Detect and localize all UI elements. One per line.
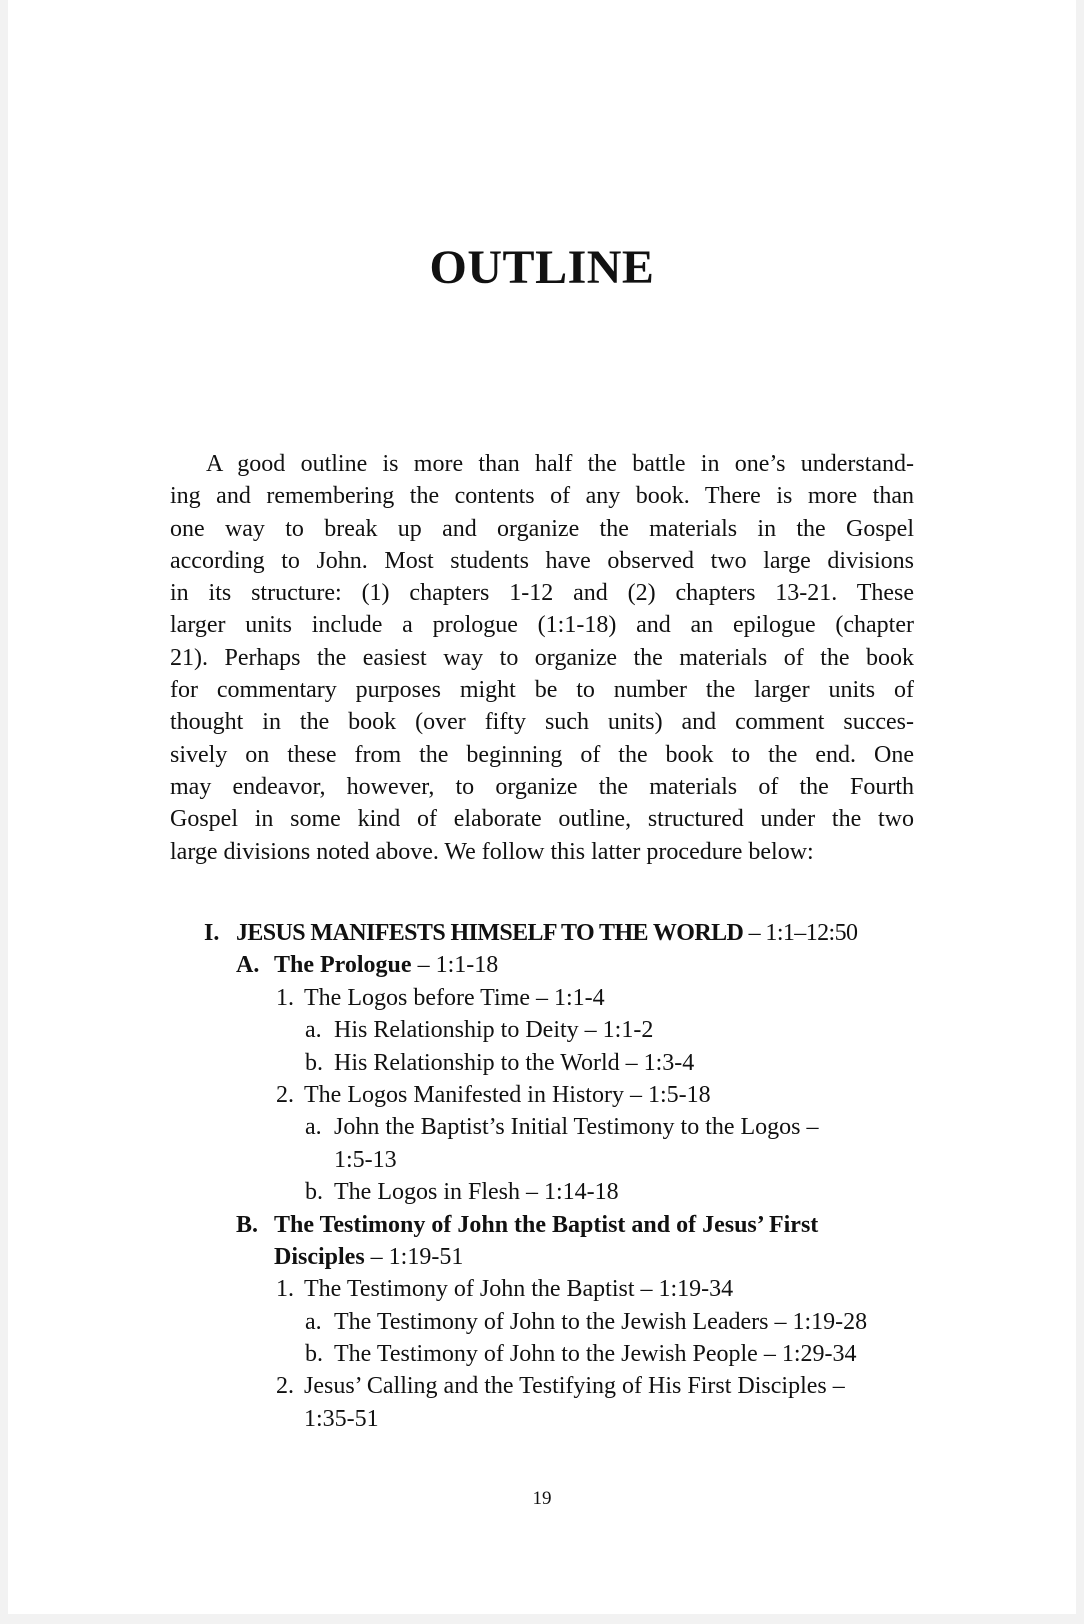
outline-item-text: The Testimony of John to the Jewish People – 1:29-34 (334, 1341, 857, 1368)
outline-item-text: John the Baptist’s Initial Testimony to the Logos – (334, 1114, 819, 1141)
outline-section-heading (0, 917, 1084, 949)
outline-marker: I. (204, 920, 220, 946)
outline-item-text: The Logos before Time – 1:1-4 (304, 984, 605, 1011)
intro-line: according to John. Most students have observed two large divisions (170, 547, 914, 574)
outline-marker: 2. (276, 1373, 294, 1400)
outline-item-reference: – 1:1–12:50 (743, 920, 858, 946)
intro-line: thought in the book (over fifty such units) and comment succes- (170, 709, 914, 736)
outline-item-reference: – 1:19-51 (364, 1243, 464, 1270)
outline-item-title: Disciples (274, 1243, 365, 1270)
outline-item-text: His Relationship to the World – 1:3-4 (334, 1049, 695, 1076)
outline-item-text: The Logos in Flesh – 1:14-18 (334, 1179, 619, 1206)
outline-point (0, 1370, 1084, 1402)
outline-point (0, 1273, 1084, 1305)
outline-subpoint (0, 1176, 1084, 1208)
intro-line: large divisions noted above. We follow this latter procedure below: (170, 838, 814, 865)
outline-item-title: The Testimony of John the Baptist and of Jesus’ First (274, 1211, 819, 1238)
outline-continuation (0, 1144, 1084, 1176)
outline-marker: 1. (276, 984, 294, 1011)
outline-item-text: The Testimony of John to the Jewish Leaders – 1:19-28 (334, 1308, 868, 1335)
outline-marker: a. (305, 1308, 322, 1335)
intro-line: one way to break up and organize the materials in the Gospel (170, 515, 914, 542)
page-title: OUTLINE (429, 241, 655, 294)
outline-item (274, 1241, 463, 1273)
outline-marker: b. (305, 1049, 323, 1076)
outline-item-text: Jesus’ Calling and the Testifying of His First Disciples – (304, 1373, 845, 1400)
outline-item-text: His Relationship to Deity – 1:1-2 (334, 1017, 654, 1044)
outline-list (0, 917, 1084, 1435)
outline-item-text: The Testimony of John the Baptist – 1:19-34 (304, 1276, 734, 1303)
outline-marker: 2. (276, 1081, 294, 1108)
outline-point (0, 982, 1084, 1014)
outline-marker: a. (305, 1017, 322, 1044)
outline-subpoint (0, 1306, 1084, 1338)
intro-line: ing and remembering the contents of any book. There is more than (170, 483, 914, 510)
page-number: 19 (532, 1488, 552, 1509)
intro-line: 21). Perhaps the easiest way to organize the materials of the book (170, 644, 914, 671)
outline-item (236, 917, 857, 949)
outline-continuation (0, 1403, 1084, 1435)
outline-marker: b. (305, 1179, 323, 1206)
outline-subpoint (0, 1014, 1084, 1046)
outline-subpoint (0, 1338, 1084, 1370)
intro-line: A good outline is more than half the battle in one’s understand- (206, 451, 914, 477)
intro-line: Gospel in some kind of elaborate outline, structured under the two (170, 806, 914, 833)
outline-item-reference: 1:5-13 (334, 1146, 397, 1173)
outline-item-reference: 1:35-51 (304, 1405, 379, 1432)
intro-paragraph (170, 448, 914, 868)
intro-line: larger units include a prologue (1:1-18) and an epilogue (chapter (170, 612, 914, 639)
outline-item (274, 949, 498, 981)
outline-marker: 1. (276, 1276, 294, 1303)
outline-marker: B. (236, 1211, 259, 1238)
intro-line: for commentary purposes might be to number the larger units of (170, 677, 914, 704)
outline-item-title: The Prologue (274, 952, 412, 979)
outline-subsection-heading (0, 949, 1084, 981)
outline-marker: b. (305, 1341, 323, 1368)
outline-continuation (0, 1241, 1084, 1273)
intro-line: in its structure: (1) chapters 1-12 and (2) chapters 13-21. These (170, 580, 914, 607)
outline-subpoint (0, 1111, 1084, 1143)
outline-marker: a. (305, 1114, 322, 1141)
outline-marker: A. (236, 952, 260, 979)
outline-item-text: The Logos Manifested in History – 1:5-18 (304, 1081, 711, 1108)
outline-point (0, 1079, 1084, 1111)
intro-line: may endeavor, however, to organize the materials of the Fourth (170, 773, 914, 800)
outline-item-reference: – 1:1-18 (411, 952, 499, 979)
intro-line: sively on these from the beginning of the book to the end. One (170, 741, 914, 768)
outline-item-title: JESUS MANIFESTS HIMSELF TO THE WORLD (236, 920, 744, 946)
outline-subpoint (0, 1047, 1084, 1079)
outline-subsection-heading (0, 1209, 1084, 1241)
